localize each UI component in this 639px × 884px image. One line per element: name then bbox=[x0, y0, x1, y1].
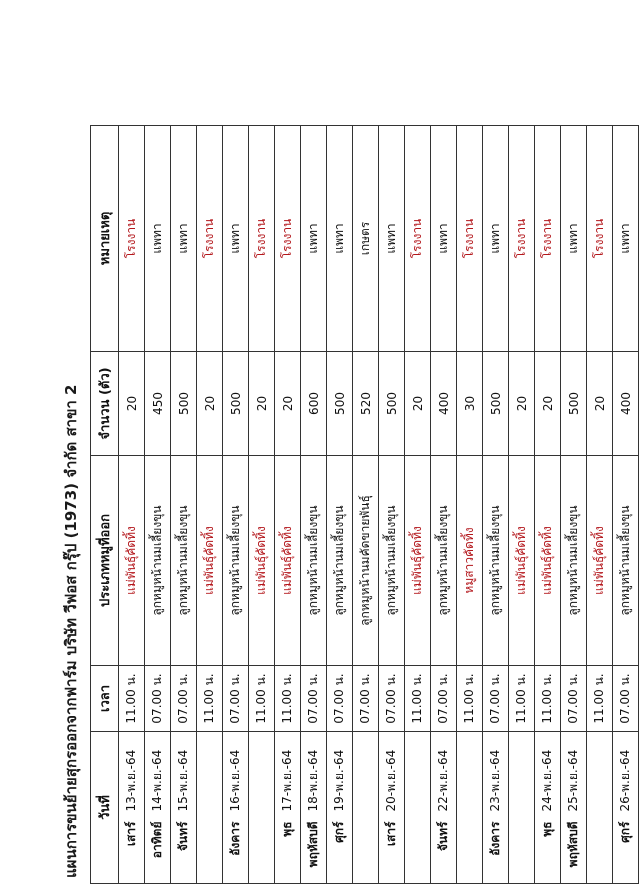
time-cell: 07.00 น. bbox=[353, 665, 379, 731]
table-row bbox=[197, 125, 223, 883]
time-cell: 11.00 น. bbox=[405, 665, 431, 731]
quantity-cell: 500 bbox=[483, 351, 509, 455]
time-cell: 07.00 น. bbox=[613, 665, 639, 731]
note-cell: โรงงาน bbox=[509, 125, 535, 351]
table-row bbox=[301, 125, 327, 883]
date-cell: 14-พ.ย.-64 bbox=[145, 731, 171, 815]
date-cell: 15-พ.ย.-64 bbox=[171, 731, 197, 815]
quantity-cell: 20 bbox=[275, 351, 301, 455]
table-row bbox=[379, 125, 405, 883]
pig-type-cell: ลูกหมูหน้านมเลี้ยงขุน bbox=[379, 455, 405, 665]
quantity-cell: 520 bbox=[353, 351, 379, 455]
note-cell: โรงงาน bbox=[405, 125, 431, 351]
table-row bbox=[561, 125, 587, 883]
note-cell: แพทา bbox=[171, 125, 197, 351]
quantity-cell: 400 bbox=[613, 351, 639, 455]
note-cell: โรงงาน bbox=[535, 125, 561, 351]
date-cell: 20-พ.ย.-64 bbox=[379, 731, 405, 815]
day-cell: จันทร์ bbox=[171, 816, 197, 884]
date-cell: 16-พ.ย.-64 bbox=[223, 731, 249, 815]
transport-schedule-table bbox=[90, 125, 639, 884]
pig-type-cell: ลูกหมูหน้านมเลี้ยงขุน bbox=[301, 455, 327, 665]
quantity-cell: 20 bbox=[405, 351, 431, 455]
pig-type-cell: ลูกหมูหน้านมคัดขายพันธุ์ bbox=[353, 455, 379, 665]
pig-type-cell: แม่พันธุ์คัดทิ้ง bbox=[197, 455, 223, 665]
date-cell bbox=[587, 731, 613, 815]
date-cell: 23-พ.ย.-64 bbox=[483, 731, 509, 815]
note-cell: โรงงาน bbox=[197, 125, 223, 351]
table-row bbox=[145, 125, 171, 883]
quantity-cell: 500 bbox=[379, 351, 405, 455]
table-row bbox=[275, 125, 301, 883]
date-cell bbox=[457, 731, 483, 815]
table-row bbox=[353, 125, 379, 883]
date-cell: 22-พ.ย.-64 bbox=[431, 731, 457, 815]
pig-type-cell: แม่พันธุ์คัดทิ้ง bbox=[587, 455, 613, 665]
note-cell: โรงงาน bbox=[249, 125, 275, 351]
time-cell: 07.00 น. bbox=[431, 665, 457, 731]
pig-type-cell: ลูกหมูหน้านมเลี้ยงขุน bbox=[223, 455, 249, 665]
note-cell: แพทา bbox=[613, 125, 639, 351]
table-row bbox=[587, 125, 613, 883]
date-cell: 13-พ.ย.-64 bbox=[119, 731, 145, 815]
quantity-cell: 500 bbox=[327, 351, 353, 455]
day-cell bbox=[353, 816, 379, 884]
date-cell: 19-พ.ย.-64 bbox=[327, 731, 353, 815]
table-body bbox=[119, 125, 639, 883]
time-cell: 07.00 น. bbox=[171, 665, 197, 731]
table-row bbox=[483, 125, 509, 883]
quantity-cell: 500 bbox=[171, 351, 197, 455]
note-cell: แพทา bbox=[483, 125, 509, 351]
quantity-cell: 30 bbox=[457, 351, 483, 455]
day-cell: เสาร์ bbox=[379, 816, 405, 884]
quantity-cell: 20 bbox=[119, 351, 145, 455]
note-cell: แพทา bbox=[223, 125, 249, 351]
quantity-cell: 20 bbox=[197, 351, 223, 455]
day-cell: ศุกร์ bbox=[613, 816, 639, 884]
day-cell: พฤหัสบดี bbox=[561, 816, 587, 884]
pig-type-cell: แม่พันธุ์คัดทิ้ง bbox=[119, 455, 145, 665]
quantity-cell: 500 bbox=[223, 351, 249, 455]
time-cell: 11.00 น. bbox=[509, 665, 535, 731]
pig-type-cell: แม่พันธุ์คัดทิ้ง bbox=[405, 455, 431, 665]
quantity-cell: 600 bbox=[301, 351, 327, 455]
pig-type-cell: ลูกหมูหน้านมเลี้ยงขุน bbox=[145, 455, 171, 665]
time-cell: 11.00 น. bbox=[457, 665, 483, 731]
day-cell: อาทิตย์ bbox=[145, 816, 171, 884]
header-note: หมายเหตุ bbox=[91, 125, 119, 351]
day-cell: พุธ bbox=[535, 816, 561, 884]
note-cell: แพทา bbox=[379, 125, 405, 351]
day-cell bbox=[249, 816, 275, 884]
time-cell: 11.00 น. bbox=[275, 665, 301, 731]
time-cell: 07.00 น. bbox=[379, 665, 405, 731]
table-row bbox=[171, 125, 197, 883]
day-cell: อังคาร bbox=[483, 816, 509, 884]
date-cell: 18-พ.ย.-64 bbox=[301, 731, 327, 815]
day-cell bbox=[197, 816, 223, 884]
pig-type-cell: แม่พันธุ์คัดทิ้ง bbox=[535, 455, 561, 665]
time-cell: 11.00 น. bbox=[587, 665, 613, 731]
document-title: แผนการขนย้ายสุกรออกจากฟาร์ม บริษัท วีฟอส กรุ๊ป (1973) จำกัด สาขา 2 bbox=[62, 384, 80, 878]
table-row bbox=[249, 125, 275, 883]
note-cell: แพทา bbox=[145, 125, 171, 351]
day-cell bbox=[457, 816, 483, 884]
table-row bbox=[119, 125, 145, 883]
table-header-row bbox=[91, 125, 119, 883]
note-cell: โรงงาน bbox=[457, 125, 483, 351]
time-cell: 07.00 น. bbox=[327, 665, 353, 731]
note-cell: แพทา bbox=[561, 125, 587, 351]
time-cell: 07.00 น. bbox=[223, 665, 249, 731]
note-cell: แพทา bbox=[431, 125, 457, 351]
time-cell: 11.00 น. bbox=[119, 665, 145, 731]
pig-type-cell: หมูสาวคัดทิ้ง bbox=[457, 455, 483, 665]
day-cell bbox=[587, 816, 613, 884]
pig-type-cell: ลูกหมูหน้านมเลี้ยงขุน bbox=[483, 455, 509, 665]
note-cell: โรงงาน bbox=[587, 125, 613, 351]
quantity-cell: 20 bbox=[249, 351, 275, 455]
table-row bbox=[431, 125, 457, 883]
quantity-cell: 20 bbox=[509, 351, 535, 455]
table-row bbox=[405, 125, 431, 883]
table-row bbox=[613, 125, 639, 883]
header-qty: จำนวน (ตัว) bbox=[91, 351, 119, 455]
date-cell bbox=[249, 731, 275, 815]
pig-type-cell: ลูกหมูหน้านมเลี้ยงขุน bbox=[171, 455, 197, 665]
time-cell: 11.00 น. bbox=[197, 665, 223, 731]
date-cell: 26-พ.ย.-64 bbox=[613, 731, 639, 815]
day-cell bbox=[509, 816, 535, 884]
time-cell: 11.00 น. bbox=[535, 665, 561, 731]
quantity-cell: 20 bbox=[535, 351, 561, 455]
day-cell: พฤหัสบดี bbox=[301, 816, 327, 884]
quantity-cell: 400 bbox=[431, 351, 457, 455]
day-cell: จันทร์ bbox=[431, 816, 457, 884]
date-cell bbox=[197, 731, 223, 815]
pig-type-cell: ลูกหมูหน้านมเลี้ยงขุน bbox=[613, 455, 639, 665]
date-cell bbox=[353, 731, 379, 815]
time-cell: 11.00 น. bbox=[249, 665, 275, 731]
date-cell bbox=[509, 731, 535, 815]
date-cell bbox=[405, 731, 431, 815]
table-row bbox=[457, 125, 483, 883]
table-row bbox=[327, 125, 353, 883]
pig-type-cell: แม่พันธุ์คัดทิ้ง bbox=[275, 455, 301, 665]
table-row bbox=[223, 125, 249, 883]
table-row bbox=[535, 125, 561, 883]
header-type: ประเภทหมูที่ออก bbox=[91, 455, 119, 665]
day-cell: อังคาร bbox=[223, 816, 249, 884]
quantity-cell: 500 bbox=[561, 351, 587, 455]
day-cell: เสาร์ bbox=[119, 816, 145, 884]
table-row bbox=[509, 125, 535, 883]
date-cell: 17-พ.ย.-64 bbox=[275, 731, 301, 815]
pig-type-cell: ลูกหมูหน้านมเลี้ยงขุน bbox=[561, 455, 587, 665]
day-cell: พุธ bbox=[275, 816, 301, 884]
note-cell: แพทา bbox=[301, 125, 327, 351]
pig-type-cell: ลูกหมูหน้านมเลี้ยงขุน bbox=[431, 455, 457, 665]
time-cell: 07.00 น. bbox=[483, 665, 509, 731]
time-cell: 07.00 น. bbox=[145, 665, 171, 731]
day-cell bbox=[405, 816, 431, 884]
date-cell: 25-พ.ย.-64 bbox=[561, 731, 587, 815]
pig-type-cell: ลูกหมูหน้านมเลี้ยงขุน bbox=[327, 455, 353, 665]
note-cell: เกษตร bbox=[353, 125, 379, 351]
rotated-document bbox=[56, 116, 633, 884]
time-cell: 07.00 น. bbox=[561, 665, 587, 731]
day-cell: ศุกร์ bbox=[327, 816, 353, 884]
time-cell: 07.00 น. bbox=[301, 665, 327, 731]
quantity-cell: 20 bbox=[587, 351, 613, 455]
note-cell: โรงงาน bbox=[275, 125, 301, 351]
pig-type-cell: แม่พันธุ์คัดทิ้ง bbox=[249, 455, 275, 665]
header-time: เวลา bbox=[91, 665, 119, 731]
pig-type-cell: แม่พันธุ์คัดทิ้ง bbox=[509, 455, 535, 665]
note-cell: โรงงาน bbox=[119, 125, 145, 351]
header-day: วันที่ bbox=[91, 731, 119, 883]
date-cell: 24-พ.ย.-64 bbox=[535, 731, 561, 815]
note-cell: แพทา bbox=[327, 125, 353, 351]
quantity-cell: 450 bbox=[145, 351, 171, 455]
